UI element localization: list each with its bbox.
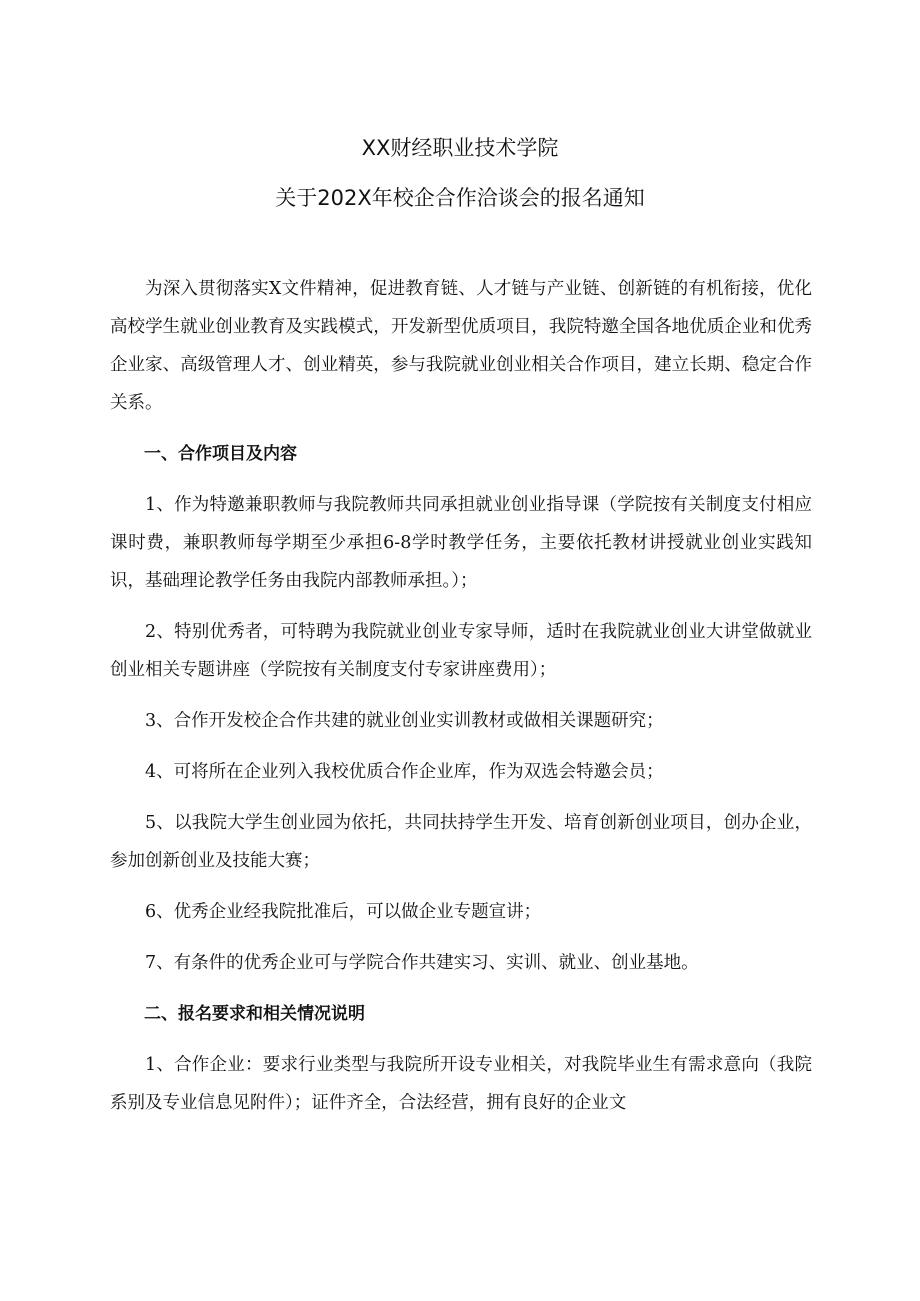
list-item: 7、有条件的优秀企业可与学院合作共建实习、实训、就业、创业基地。	[145, 953, 699, 973]
section-heading-cooperation: 一、合作项目及内容	[144, 444, 297, 464]
list-item: 6、优秀企业经我院批准后，可以做企业专题宣讲；	[145, 902, 542, 922]
document-title-line2: 关于202X年校企合作洽谈会的报名通知	[275, 186, 645, 210]
document-body	[110, 270, 812, 1135]
document-title-line1: XX财经职业技术学院	[361, 136, 559, 160]
list-item: 3、合作开发校企合作共建的就业创业实训教材或做相关课题研究；	[145, 711, 664, 731]
list-item: 4、可将所在企业列入我校优质合作企业库，作为双选会特邀会员；	[145, 762, 664, 782]
list-item: 1、作为特邀兼职教师与我院教师共同承担就业创业指导课（学院按有关制度支付相应课时费，兼职教师每学期至少承担6-8学时教学任务，主要依托教材讲授就业创业实践知识，基础理论教学任务由我院内部教师承担。）；	[110, 495, 812, 591]
section-heading-registration: 二、报名要求和相关情况说明	[144, 1004, 365, 1024]
list-item: 5、以我院大学生创业园为依托，共同扶持学生开发、培育创新创业项目，创办企业，参加创新创业及技能大赛；	[110, 813, 812, 871]
list-item: 2、特别优秀者，可特聘为我院就业创业专家导师，适时在我院就业创业大讲堂做就业创业相关专题讲座（学院按有关制度支付专家讲座费用）；	[110, 622, 812, 680]
intro-paragraph: 为深入贯彻落实X文件精神，促进教育链、人才链与产业链、创新链的有机衔接，优化高校学生就业创业教育及实践模式，开发新型优质项目，我院特邀全国各地优质企业和优秀企业家、高级管理人才、创业精英，参与我院就业创业相关合作项目，建立长期、稳定合作关系。	[110, 279, 812, 413]
list-item: 1、合作企业：要求行业类型与我院所开设专业相关，对我院毕业生有需求意向（我院系别及专业信息见附件）；证件齐全，合法经营，拥有良好的企业文	[110, 1055, 812, 1113]
